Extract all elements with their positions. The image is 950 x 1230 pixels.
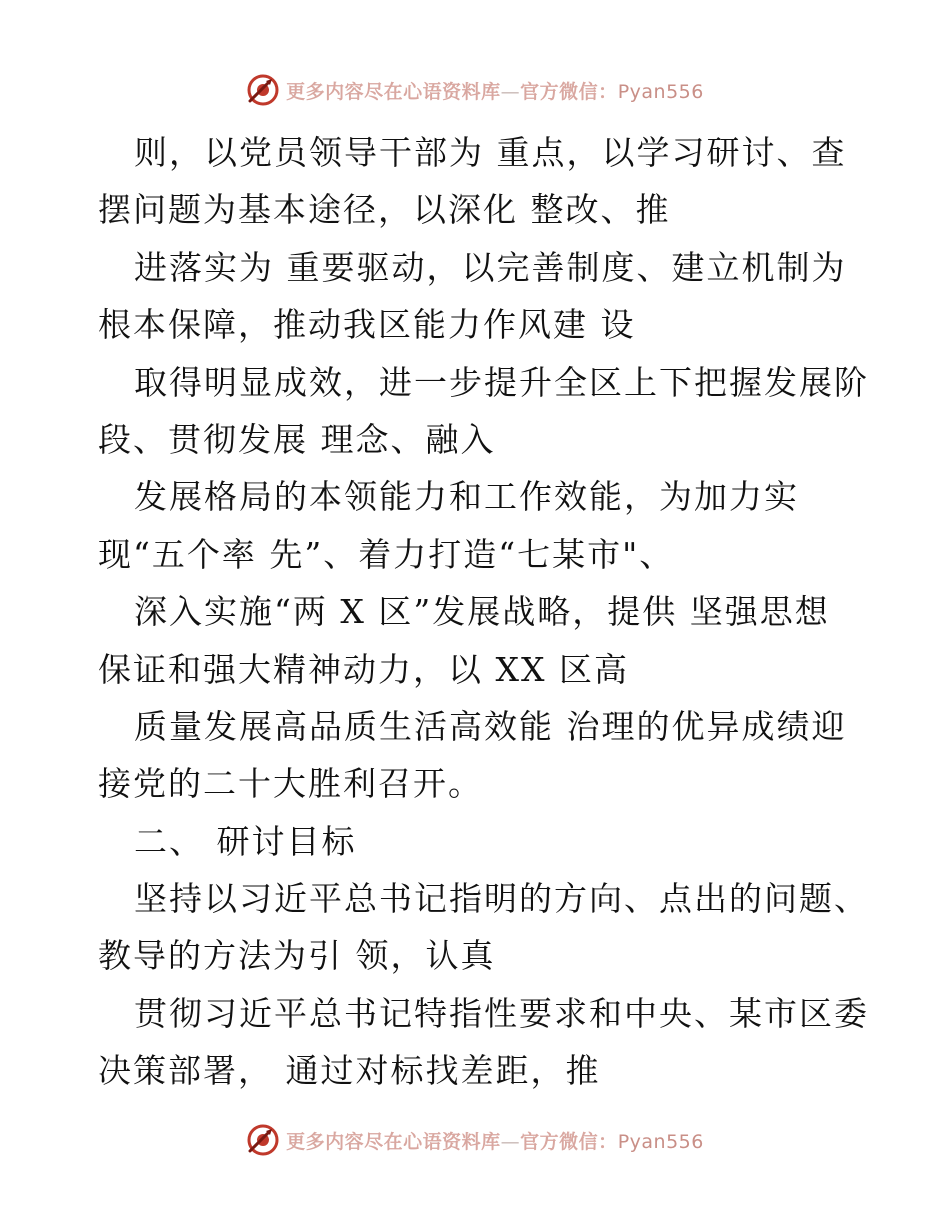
watermark-account: Pyan556 bbox=[617, 1130, 704, 1153]
text-line: 贯彻习近平总书记特指性要求和中央、某市区委 bbox=[134, 993, 869, 1033]
text-line: 保证和强大精神动力，以 XX 区高 bbox=[98, 649, 629, 689]
watermark-header bbox=[0, 72, 950, 108]
watermark-site: 更多内容尽在心语资料库 bbox=[286, 1130, 501, 1153]
text-line: 坚持以习近平总书记指明的方向、点出的问题、 bbox=[134, 879, 869, 919]
text-line: 发展格局的本领能力和工作效能，为加力实 bbox=[134, 477, 799, 517]
watermark-official: 官方微信： bbox=[520, 1130, 618, 1153]
watermark-text bbox=[286, 1127, 704, 1154]
document-body bbox=[98, 124, 888, 1100]
watermark-separator: — bbox=[500, 80, 521, 103]
text-line: 二、 研讨目标 bbox=[134, 821, 357, 861]
text-line: 接党的二十大胜利召开。 bbox=[98, 764, 483, 804]
text-line: 质量发展高品质生活高效能 治理的优异成绩迎 bbox=[134, 706, 847, 746]
text-line: 现“五个率 先”、着力打造“七某市"、 bbox=[98, 534, 675, 574]
watermark-account: Pyan556 bbox=[617, 80, 704, 103]
text-line: 进落实为 重要驱动，以完善制度、建立机制为 bbox=[134, 247, 847, 287]
text-line: 摆问题为基本途径，以深化 整改、推 bbox=[98, 190, 671, 230]
watermark-text bbox=[286, 77, 704, 104]
text-line: 根本保障，推动我区能力作风建 设 bbox=[98, 305, 636, 345]
logo-icon bbox=[246, 73, 280, 107]
watermark-separator: — bbox=[500, 1130, 521, 1153]
text-line: 决策部署， 通过对标找差距，推 bbox=[98, 1051, 601, 1091]
text-line: 取得明显成效，进一步提升全区上下把握发展阶 bbox=[134, 362, 869, 402]
text-line: 则，以党员领导干部为 重点，以学习研讨、查 bbox=[134, 133, 847, 172]
text-line: 教导的方法为引 领，认真 bbox=[98, 936, 496, 976]
text-line: 段、贯彻发展 理念、融入 bbox=[98, 419, 496, 459]
watermark-footer bbox=[0, 1122, 950, 1158]
watermark-official: 官方微信： bbox=[520, 80, 618, 103]
watermark-site: 更多内容尽在心语资料库 bbox=[286, 80, 501, 103]
text-line: 深入实施“两 X 区”发展战略，提供 坚强思想 bbox=[134, 592, 830, 632]
logo-icon bbox=[246, 1123, 280, 1157]
